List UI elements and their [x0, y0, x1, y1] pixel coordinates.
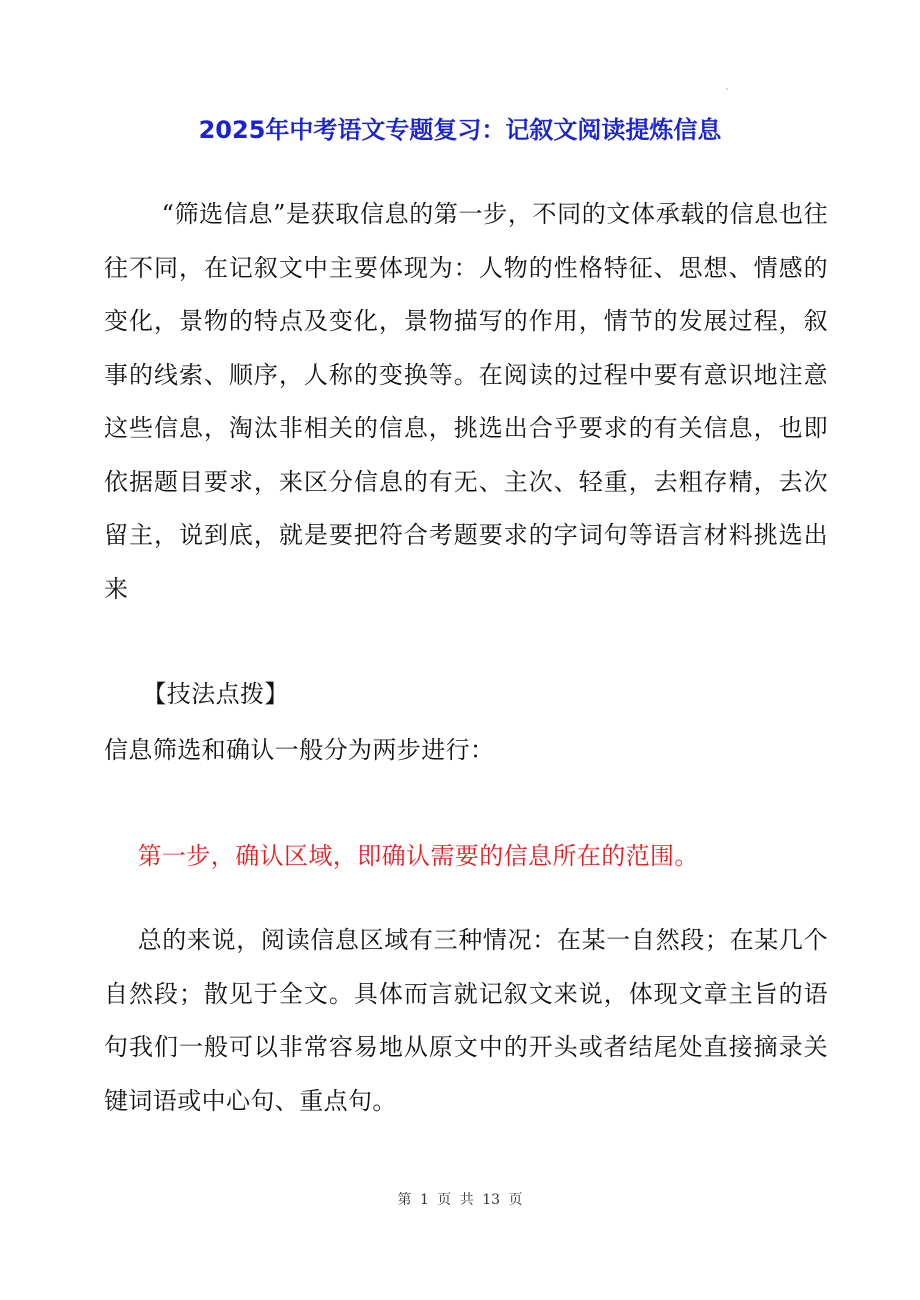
document-title: 2025年中考语文专题复习：记叙文阅读提炼信息	[198, 116, 722, 144]
lead-line: 信息筛选和确认一般分为两步进行：	[104, 736, 495, 764]
intro-paragraph: “筛选信息”是获取信息的第一步，不同的文体承载的信息也往往不同，在记叙文中主要体现为：人物的性格特征、思想、情感的变化，景物的特点及变化，景物描写的作用，情节的发展过程，叙事的线索、顺序，人称的变换等。在阅读的过程中要有意识地注意这些信息，淘汰非相关的信息，挑选出合乎要求的有关信息，也即依据题目要求，来区分信息的有无、主次、轻重，去粗存精，去次留主，说到底，就是要把符合考题要求的字词句等语言材料挑选出来	[104, 200, 828, 603]
section-heading: 【技法点拨】	[142, 680, 289, 708]
scan-mark	[726, 88, 728, 90]
page-indicator: 第 1 页 共 13 页	[397, 1192, 523, 1208]
step-one-highlight: 第一步，确认区域，即确认需要的信息所在的范围。	[137, 842, 699, 870]
summary-paragraph: 总的来说，阅读信息区域有三种情况：在某一自然段；在某几个自然段；散见于全文。具体而言就记叙文来说，体现文章主旨的语句我们一般可以非常容易地从原文中的开头或者结尾处直接摘录关键词语或中心句、重点句。	[104, 926, 828, 1115]
